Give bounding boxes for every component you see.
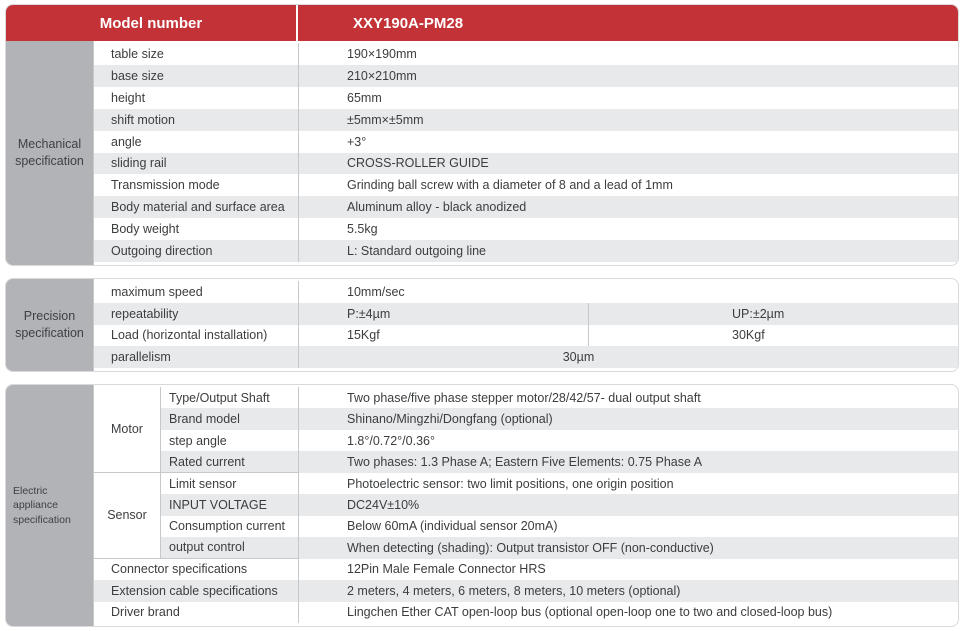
spec-value-cell: Below 60mA (individual sensor 20mA) [298,516,958,537]
spec-label-cell: Driver brand [111,605,180,620]
precision-spec-table [5,278,959,372]
spec-value-cell: 190×190mm [298,43,958,65]
spec-row [94,43,958,65]
spec-label-cell: base size [111,68,164,83]
spec-row [94,87,958,109]
spec-value-cell: 1.8°/0.72°/0.36° [298,430,958,451]
spec-label-cell: Consumption current [169,519,286,534]
spec-value-cell: Grinding ball screw with a diameter of 8 and a lead of 1mm [298,174,958,196]
spec-label-cell: Type/Output Shaft [169,390,270,405]
section-label-electric [6,385,94,626]
spec-value-cell: 10mm/sec [298,281,958,303]
spec-value-cell: Photoelectric sensor: two limit positions, one origin position [298,473,958,494]
spec-value-cell: When detecting (shading): Output transistor OFF (non-conductive) [298,537,958,558]
spec-label-cell: Rated current [161,451,298,472]
spec-value-cell: Aluminum alloy - black anodized [298,196,958,218]
sensor-group-cell: Sensor [94,473,161,559]
spec-label-cell: Brand model [161,408,298,429]
spec-row [94,240,958,262]
spec-row [94,131,958,153]
spec-label-cell: repeatability [111,306,179,321]
spec-label-cell: Body weight [111,222,180,237]
mechanical-spec-body [6,41,958,265]
spec-label-cell: sliding rail [111,156,167,171]
spec-value-cell: Two phases: 1.3 Phase A; Eastern Five Elements: 0.75 Phase A [298,451,958,472]
precision-rows [94,279,958,371]
spec-value-cell: 30µm [298,346,958,368]
spec-value-cell: 12Pin Male Female Connector HRS [298,559,958,580]
spec-value-cell: 15Kgf [298,325,588,347]
spec-row [94,346,958,368]
spec-value-cell: 65mm [298,87,958,109]
spec-label-cell: height [111,90,146,105]
spec-row [94,65,958,87]
spec-row [94,109,958,131]
spec-row [94,281,958,303]
spec-label-cell: shift motion [111,112,175,127]
spec-row [94,196,958,218]
electric-spec-body [6,385,958,626]
spec-value-cell: 2 meters, 4 meters, 6 meters, 8 meters, 10 meters (optional) [298,580,958,601]
mechanical-spec-table [5,4,959,266]
spec-label-cell: table size [111,46,164,61]
motor-group-cell: Motor [94,387,161,473]
section-label-line: specification [15,154,84,168]
section-label-line: specification [13,513,71,526]
section-label-line: Electric appliance [13,485,58,512]
table-header [6,5,958,41]
electric-spec-table [5,384,959,627]
spec-label-cell: Extension cable specifications [94,580,298,601]
spec-value-cell: L: Standard outgoing line [298,240,958,262]
precision-spec-body [6,279,958,371]
spec-label-cell: Body material and surface area [111,200,285,215]
spec-label-cell: parallelism [111,350,171,365]
spec-value-cell: Lingchen Ether CAT open-loop bus (optional open-loop one to two and closed-loop bus) [298,602,958,623]
spec-value-cell: UP:±2µm [588,303,958,325]
spec-row [94,153,958,175]
spec-label-cell: angle [111,134,142,149]
spec-value-cell: CROSS-ROLLER GUIDE [298,153,958,175]
spec-value-cell: 30Kgf [588,325,958,347]
spec-row [94,218,958,240]
spec-label-cell: Outgoing direction [111,244,213,259]
spec-value-cell: P:±4µm [298,303,588,325]
spec-row [94,174,958,196]
spec-row [94,303,958,325]
spec-row [94,325,958,347]
section-label-mechanical [6,41,94,265]
spec-label-cell: INPUT VOLTAGE [161,494,298,515]
section-label-line: Mechanical [17,137,82,152]
spec-label-cell: maximum speed [111,284,203,299]
section-label-line: Precision [23,309,76,324]
spec-label-cell: Transmission mode [111,178,220,193]
spec-value-cell: 5.5kg [298,218,958,240]
mechanical-rows [94,41,958,265]
spec-value-cell: DC24V±10% [298,494,958,515]
spec-value-cell: +3° [298,131,958,153]
spec-label-cell: output control [161,537,298,558]
electric-rows [94,385,958,626]
model-value-header-cell: XXY190A-PM28 [353,14,464,32]
spec-value-cell: Shinano/Mingzhi/Dongfang (optional) [298,408,958,429]
section-label-precision [6,279,94,371]
section-label-line: specification [15,326,84,340]
spec-label-cell: step angle [169,433,227,448]
model-number-header-cell: Model number [6,5,298,41]
spec-value-cell: 210×210mm [298,65,958,87]
spec-label-cell: Connector specifications [111,562,248,577]
spec-label-cell: Load (horizontal installation) [111,328,268,343]
spec-value-cell: Two phase/five phase stepper motor/28/42/57- dual output shaft [298,387,958,408]
spec-value-cell: ±5mm×±5mm [298,109,958,131]
spec-label-cell: Limit sensor [169,476,237,491]
